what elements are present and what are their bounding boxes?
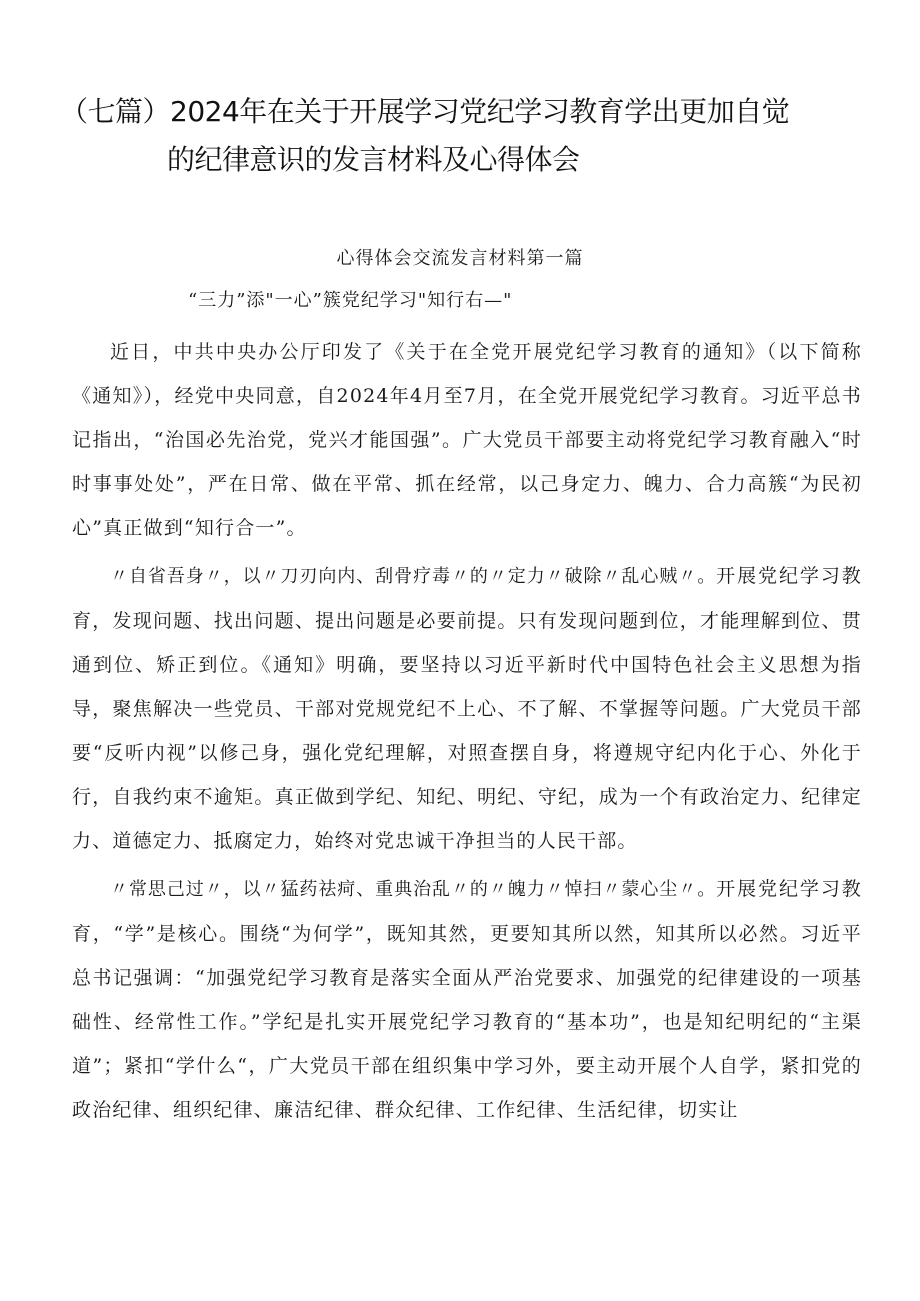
paragraph-2-lead: 〃自省吾身〃，以〃刀刃向内、刮骨疗毒〃的〃定力〃破除〃乱心贼〃。 — [110, 566, 717, 587]
document-title-line-1: （七篇）2024年在关于开展学习党纪学习教育学出更加自觉 — [60, 95, 790, 128]
paragraph-3-lead: 〃常思己过〃，以〃猛药祛疴、重典治乱〃的〃魄力〃悼扫〃蒙心尘〃。 — [110, 879, 717, 900]
body-text — [72, 330, 862, 1136]
paragraph-2-text: 开展党纪学习教育，发现问题、找出问题、提出问题是必要前提。只有发现问题到位，才能理解到位、贯通到位、矫正到位。《通知》明确，要坚持以习近平新时代中国特色社会主义思想为指导，聚焦解决一些党员、干部对党规党纪不上心、不了解、不掌握等问题。广大党员干部要“反听内视”以修己身，强化党纪理解，对照查摆自身，将遵规守纪内化于心、外化于行，自我约束不逾矩。真正做到学纪、知纪、明纪、守纪，成为一个有政治定力、纪律定力、道德定力、抵腐定力，始终对党忠诚干净担当的人民干部。 — [72, 565, 862, 852]
section-subheading: “三力”添"一心”簇党纪学习"知行右—" — [188, 290, 513, 311]
document-title — [60, 88, 880, 184]
paragraph-1 — [72, 330, 862, 550]
section-heading: 心得体会交流发言材料第一篇 — [336, 248, 584, 269]
paragraph-3 — [72, 867, 862, 1132]
paragraph-2 — [72, 554, 862, 863]
paragraph-1-text: 近日，中共中央办公厅印发了《关于在全党开展党纪学习教育的通知》（以下简称《通知》），经党中央同意，自2024年4月至7月，在全党开展党纪学习教育。习近平总书记指出，“治国必先治党，党兴才能国强”。广大党员干部要主动将党纪学习教育融入“时时事事处处”，严在日常、做在平常、抓在经常，以己身定力、魄力、合力高簇“为民初心”真正做到“知行合一”。 — [72, 341, 862, 539]
paragraph-3-text: 开展党纪学习教育，“学”是核心。围绕“为何学”，既知其然，更要知其所以然，知其所以必然。习近平总书记强调：“加强党纪学习教育是落实全面从严治党要求、加强党的纪律建设的一项基础性、经常性工作。”学纪是扎实开展党纪学习教育的“基本功”，也是知纪明纪的“主渠道”；紧扣“学什么“，广大党员干部在组织集中学习外，要主动开展个人自学，紧扣党的政治纪律、组织纪律、廉洁纪律、群众纪律、工作纪律、生活纪律，切实让 — [72, 878, 862, 1121]
document-title-line-2: 的纪律意识的发言材料及心得体会 — [167, 143, 580, 176]
